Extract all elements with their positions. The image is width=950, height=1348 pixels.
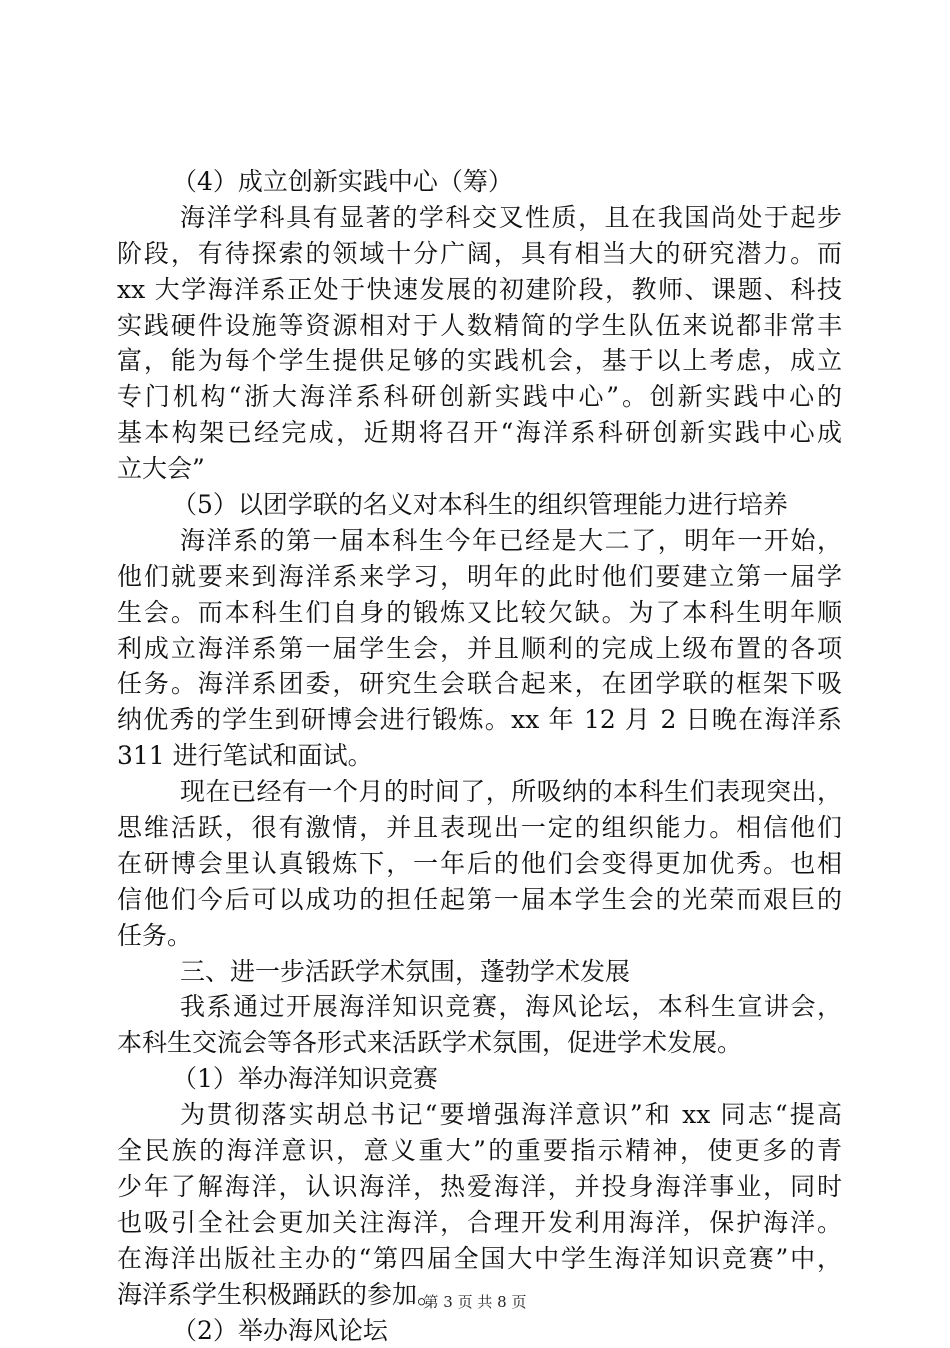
text-line: 信他们今后可以成功的担任起第一届本学生会的光荣而艰巨的 — [117, 882, 842, 918]
text-line: xx 大学海洋系正处于快速发展的初建阶段，教师、课题、科技 — [117, 272, 842, 308]
text-line: 生会。而本科生们自身的锻炼又比较欠缺。为了本科生明年顺 — [117, 595, 842, 631]
text-line: 思维活跃，很有激情，并且表现出一定的组织能力。相信他们 — [117, 810, 842, 846]
text-line: 全民族的海洋意识，意义重大”的重要指示精神，使更多的青 — [117, 1133, 842, 1169]
text-line: 海洋系的第一届本科生今年已经是大二了，明年一开始， — [117, 523, 842, 559]
text-line: 立大会” — [117, 451, 842, 487]
text-line: 我系通过开展海洋知识竞赛，海风论坛，本科生宣讲会， — [117, 989, 842, 1025]
document-body — [117, 164, 842, 1348]
text-line: 富，能为每个学生提供足够的实践机会，基于以上考虑，成立 — [117, 343, 842, 379]
text-line: 为贯彻落实胡总书记“要增强海洋意识”和 xx 同志“提高 — [117, 1097, 842, 1133]
text-line: 任务。 — [117, 918, 842, 954]
text-line: 在海洋出版社主办的“第四届全国大中学生海洋知识竞赛”中， — [117, 1241, 842, 1277]
text-line: 基本构架已经完成，近期将召开“海洋系科研创新实践中心成 — [117, 415, 842, 451]
text-line: 利成立海洋系第一届学生会，并且顺利的完成上级布置的各项 — [117, 631, 842, 667]
text-line: 三、进一步活跃学术氛围，蓬勃学术发展 — [117, 954, 842, 990]
text-line: 少年了解海洋，认识海洋，热爱海洋，并投身海洋事业，同时 — [117, 1169, 842, 1205]
text-line: （5）以团学联的名义对本科生的组织管理能力进行培养 — [117, 487, 842, 523]
text-line: （4）成立创新实践中心（筹） — [117, 164, 842, 200]
text-line: 在研博会里认真锻炼下，一年后的他们会变得更加优秀。也相 — [117, 846, 842, 882]
text-line: 海洋学科具有显著的学科交叉性质，且在我国尚处于起步 — [117, 200, 842, 236]
text-line: 311 进行笔试和面试。 — [117, 738, 842, 774]
text-line: （2）举办海风论坛 — [117, 1313, 842, 1348]
text-line: （1）举办海洋知识竞赛 — [117, 1061, 842, 1097]
text-line: 阶段，有待探索的领域十分广阔，具有相当大的研究潜力。而 — [117, 236, 842, 272]
text-line: 专门机构“浙大海洋系科研创新实践中心”。创新实践中心的 — [117, 379, 842, 415]
text-line: 纳优秀的学生到研博会进行锻炼。xx 年 12 月 2 日晚在海洋系 — [117, 702, 842, 738]
text-line: 任务。海洋系团委，研究生会联合起来，在团学联的框架下吸 — [117, 666, 842, 702]
text-line: 本科生交流会等各形式来活跃学术氛围，促进学术发展。 — [117, 1025, 842, 1061]
text-line: 他们就要来到海洋系来学习，明年的此时他们要建立第一届学 — [117, 559, 842, 595]
text-line: 海洋系学生积极踊跃的参加。 — [117, 1277, 842, 1313]
page-footer: 第 3 页 共 8 页 — [0, 1291, 950, 1312]
text-line: 也吸引全社会更加关注海洋，合理开发利用海洋，保护海洋。 — [117, 1205, 842, 1241]
text-line: 实践硬件设施等资源相对于人数精简的学生队伍来说都非常丰 — [117, 308, 842, 344]
text-line: 现在已经有一个月的时间了，所吸纳的本科生们表现突出， — [117, 774, 842, 810]
